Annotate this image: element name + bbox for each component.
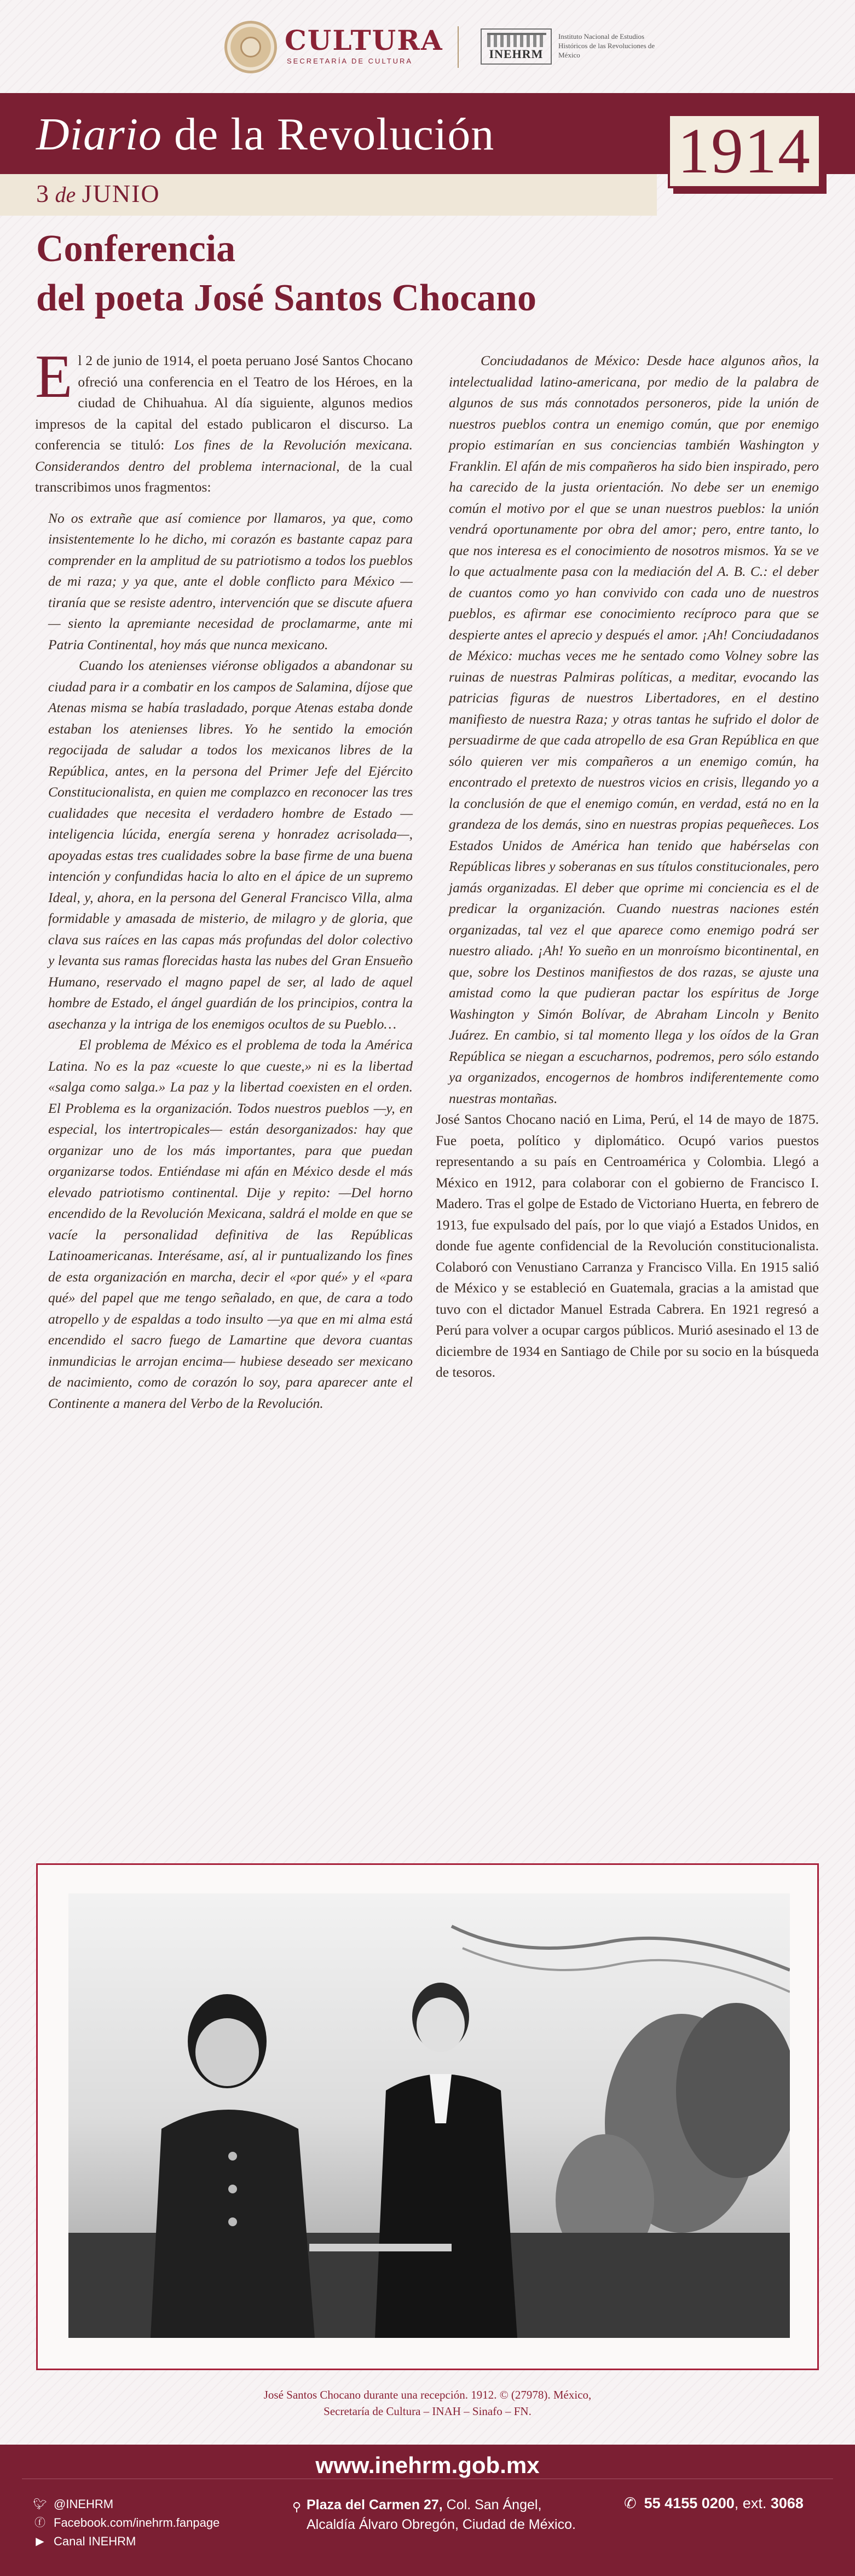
drop-cap: E	[35, 343, 73, 411]
issue-date	[36, 177, 160, 211]
lecture-title: Los fines de la Revolución mexicana. Considerandos dentro del problema internacional	[35, 437, 413, 474]
youtube-channel: Canal INEHRM	[54, 2534, 136, 2548]
headline-line-2: del poeta José Santos Chocano	[36, 277, 536, 319]
phone-icon: ✆	[624, 2495, 637, 2511]
facebook-link[interactable]	[33, 2514, 219, 2532]
caption-line-1: José Santos Chocano durante una recepción. 1912. © (27978). México,	[263, 2388, 592, 2401]
twitter-handle: @INEHRM	[54, 2497, 114, 2511]
masthead-title	[36, 109, 495, 160]
masthead-title-italic: Diario	[36, 109, 163, 160]
phone[interactable]	[624, 2495, 804, 2512]
twitter-icon: 🐦︎	[33, 2498, 47, 2510]
article-column-left	[35, 343, 413, 1414]
logo-divider	[458, 26, 459, 68]
caption-line-2: Secretaría de Cultura – INAH – Sinafo – FN.	[323, 2405, 532, 2418]
facebook-url: Facebook.com/inehrm.fanpage	[54, 2516, 220, 2529]
building-icon	[487, 33, 546, 47]
phone-number: 55 4155 0200	[644, 2495, 735, 2511]
quote-paragraph: Cuando los atenienses viéronse obligados a abandonar su ciudad para ir a combatir en los campos de Salamina, díjose que Atenas misma se había trasladado, porque Atenas estaba donde estaban los atenienses libres. Yo he sentido la emoción regocijada de saludar a todos los mexicanos libres de la República, antes, en la persona del Primer Jefe del Ejército Constitucionalista, en quien me complazco en reconocer las tres cualidades que necesita el verdadero hombre de Estado —inteligencia lúcida, energía serena y honradez acrisolada—, apoyadas estas tres cualidades sobre la base firme de una buena intención y confundidas hacia lo alto en el ápice de un supremo Ideal, y, ahora, en la persona del General Francisco Villa, alma formidable y amasada de misterio, de milagro y de gloria, que clava sus raíces en las capas más profundas del dolor colectivo y levanta sus ramas florecidas hasta las nubes del Gran Ensueño Humano, reservado el magno papel de ser, al lado de aquel hombre de Estado, el ángel guardián de los principios, contra la asechanza y la intriga de los enemigos ocultos de su Pueblo…	[48, 657, 413, 1032]
quote-paragraph: Conciudadanos de México: Desde hace algunos años, la intelectualidad latino-americana, por medio de la palabra de algunos de sus más connotados personeros, pide la unión de nuestros pueblos contra un enemigo común, que por enemigo propio estimarían en sus conciencias también Washington y Franklin. El afán de mis compañeros ha sido bien inspirado, pero ha carecido de la justa orientación. No debe ser un enemigo común el motivo por el que se unan nuestros pueblos: la unión vendrá oportunamente por obra del amor; pero, entre tanto, lo que nos interesa es el conocimiento de nosotros mismos. Ya se ve lo que actualmente pasa con la mediación del A. B. C.: el deber de cuantos como yo han convivido con cada uno de nuestros pueblos, es afirmar ese conocimiento recíproco para que se despierte antes el aprecio y después el amor. ¡Ah! Conciudadanos de México: muchas veces me he sentado como Volney sobre las ruinas de nuestras Palmiras políticas, a meditar, evocando las patricias figuras de nuestros Libertadores, en el destino manifiesto de nuestra Raza; y otras tantas he sufrido el dolor de persuadirme de que cada atropello de esa Gran República en que sólo quieren ver mis compañeros a un enemigo común, ha encontrado el pretexto de nuestros vicios en crisis, llegando yo a la conclusión de que el enemigo común, en verdad, está no en la grandeza de los demás, sino en nuestras propias pequeñeces. Los Estados Unidos de América han tenido que habérselas con Repúblicas libres y soberanas en sus títulos constitucionales, pero jamás organizadas. El deber que oprime mi conciencia es el de predicar la organización. Cuando nuestras naciones estén organizadas, tal vez el que aparece como enemigo podrá ser nuestro aliado. ¡Ah! Yo sueño en un monroísmo bicontinental, en que, sobre los Destinos manifiestos de dos razas, se ajuste una amistad como la que pudieran pactar los espíritus de Jorge Washington y Simón Bolívar, de Abraham Lincoln y Benito Juárez. En cambio, si tal momento llega y los oídos de la Gran República se niegan a escucharnos, podremos, pero sólo estando ya organizados, encogernos de hombros indiferentemente como nuestras montañas.	[449, 353, 819, 1106]
quote-paragraph: No os extrañe que así comience por llamaros, ya que, como insistentemente lo he dicho, mi corazón es bastante capaz para comprender en la amplitud de su patriotismo a todos los pueblos de mi raza; y ya que, ante el doble conflicto para México —tiranía que se resiste adentro, intervención que se discute afuera— siento la apremiante necesidad de proclamarme, ante mi Patria Continental, hoy más que nunca mexicano.	[48, 510, 413, 652]
inehrm-description: Instituto Nacional de Estudios Históricos de las Revoluciones de México	[558, 32, 655, 59]
headline-line-1: Conferencia	[36, 228, 236, 270]
quote-block-right	[436, 350, 819, 1109]
photo-illustration	[68, 1893, 790, 2338]
date-month: JUNIO	[82, 180, 160, 207]
address-line-2: Alcaldía Álvaro Obregón, Ciudad de México.	[307, 2517, 576, 2532]
phone-extension: 3068	[770, 2495, 804, 2511]
national-seal-icon	[224, 21, 277, 73]
inehrm-logo	[481, 28, 552, 65]
historical-photo	[68, 1893, 790, 2338]
twitter-link[interactable]	[33, 2495, 219, 2514]
biography-paragraph: José Santos Chocano nació en Lima, Perú, el 14 de mayo de 1875. Fue poeta, político y diplomático. Ocupó varios puestos representando a su país en Centroamérica y Colombia. Llegó a México en 1912, para colaborar con el gobierno de Francisco I. Madero. Tras el golpe de Estado de Victoriano Huerta, en febrero de 1913, fue expulsado del país, por lo que viajó a Estados Unidos, en donde fue agente confidencial de la Revolución constitucionalista. Colaboró con Venustiano Carranza y Francisco Villa. En 1915 salió de México y se estableció en Guatemala, gracias a la amistad que tuvo con el dictador Manuel Estrada Cabrera. En 1921 regresó a Perú para volver a ocupar cargos públicos. Murió asesinado el 13 de diciembre de 1934 en Santiago de Chile por su socio en la búsqueda de tesoros.	[436, 1111, 819, 1380]
photo-frame	[36, 1863, 819, 2370]
address	[292, 2495, 613, 2534]
quote-paragraph: El problema de México es el problema de toda la América Latina. No es la paz «cueste lo que cueste,» ni es la libertad «salga como salga.» La paz y la libertad coexisten en el orden. El Problema es la organización. Todos nuestros pueblos —y, en especial, los intertropicales— están desorganizados: hay que organizar uno de los más importantes, para que puedan organizarse todos. Entiéndase mi afán en México desde el más elevado patriotismo continental. Dije y repito: —Del horno encendido de la Revolución Mexicana, saldrá el molde en que se vacíe la personalidad definitiva de las Repúblicas Latinoamericanas. Interésame, así, al ir puntualizando los fines de esta organización en marcha, decir el «por qué» y el «para qué» del papel que me tengo señalado, en que, de cara a todo atropello y de espaldas a todo insulto —ya que en mi alma está encendido el sacro fuego de Lamartine que devora cuantas inmundicias le arrojan encima— hubiese deseado ser mexicano de nacimiento, como de corazón lo soy, para aparecer ante el Continente a manera del Verbo de la Revolución.	[48, 1037, 413, 1411]
intro-end: , de la cual transcribimos unos fragmentos:	[35, 458, 413, 495]
cultura-logo: CULTURA	[285, 24, 443, 56]
article-column-right	[436, 350, 819, 1383]
location-pin-icon: ⚲	[292, 2500, 302, 2514]
phone-ext-label: , ext.	[734, 2495, 771, 2511]
year: 1914	[678, 115, 811, 187]
year-box	[668, 114, 821, 188]
header-logos	[0, 0, 855, 92]
date-band	[0, 174, 657, 216]
date-day: 3	[36, 180, 49, 207]
intro-paragraph	[35, 343, 413, 498]
facebook-icon: ⓕ	[34, 2517, 45, 2529]
website-link[interactable]: www.inehrm.gob.mx	[315, 2452, 540, 2478]
address-colony: Col. San Ángel,	[442, 2497, 542, 2513]
cultura-subtitle: SECRETARÍA DE CULTURA	[287, 57, 413, 65]
quote-block-left	[35, 508, 413, 1414]
youtube-icon: ▶	[36, 2535, 44, 2548]
inehrm-logo-text: INEHRM	[489, 47, 544, 61]
date-de: de	[55, 182, 76, 207]
youtube-link[interactable]	[33, 2532, 219, 2551]
masthead-title-rest: de la Revolución	[162, 109, 495, 160]
photo-caption	[0, 2387, 855, 2419]
headline	[36, 224, 748, 323]
address-street: Plaza del Carmen 27,	[307, 2497, 443, 2513]
footer	[0, 2445, 855, 2576]
intro-text: l 2 de junio de 1914, el poeta peruano José Santos Chocano ofreció una conferencia en el Teatro de los Héroes, en la ciudad de Chihuahua. Al día siguiente, algunos medios impresos de la capital del estado publicaron el discurso. La conferencia se tituló:	[35, 353, 413, 453]
social-links	[33, 2495, 219, 2551]
